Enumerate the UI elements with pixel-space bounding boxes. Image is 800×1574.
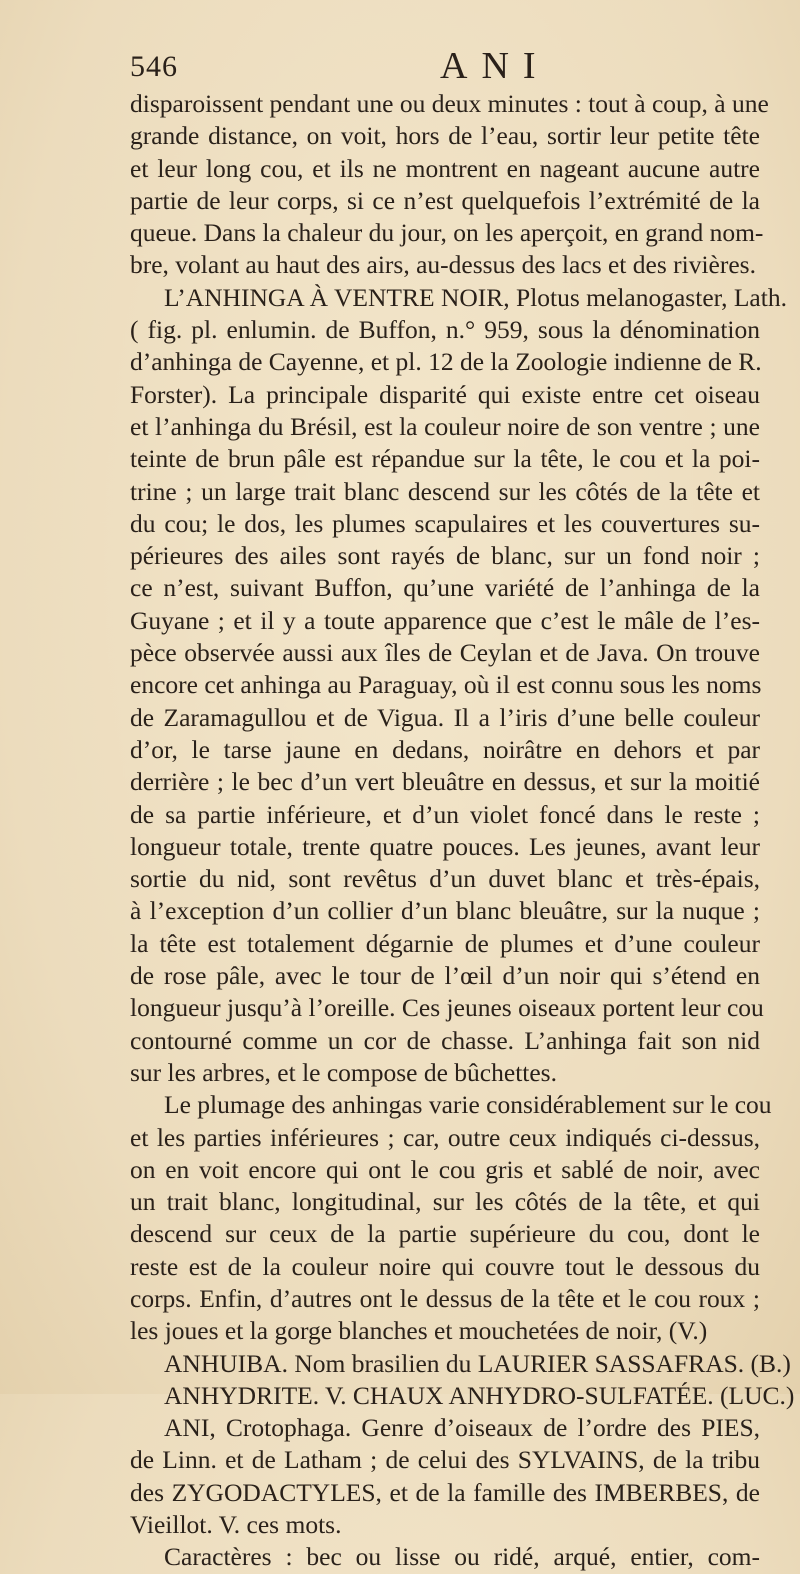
text-line: bre, volant au haut des airs, au-dessus des lacs et des rivières. — [130, 250, 756, 280]
text-line: partie de leur corps, si ce n’est quelquefois l’extrémité de la — [130, 185, 760, 215]
text-line: derrière ; le bec d’un vert bleuâtre en dessus, et sur la moitié — [130, 767, 760, 797]
text-line: reste est de la couleur noire qui couvre tout le dessous du — [130, 1251, 760, 1281]
text-line: longueur jusqu’à l’oreille. Ces jeunes oiseaux portent leur cou — [130, 993, 764, 1023]
text-line: de rose pâle, avec le tour de l’œil d’un noir qui s’étend en — [130, 961, 760, 991]
text-line: un trait blanc, longitudinal, sur les côtés de la tête, et qui — [130, 1187, 760, 1217]
text-line: pèce observée aussi aux îles de Ceylan et de Java. On trouve — [130, 638, 760, 668]
entry-heading: ANHUIBA. Nom brasilien du LAURIER SASSAFRAS. (B.) — [164, 1348, 791, 1378]
text-line: et les parties inférieures ; car, outre ceux indiqués ci-dessus, — [130, 1122, 760, 1152]
text-line: Le plumage des anhingas varie considérablement sur le cou — [164, 1090, 772, 1120]
text-line: ( fig. pl. enlumin. de Buffon, n.° 959, sous la dénomination — [130, 315, 760, 345]
entry-heading: L’ANHINGA À VENTRE NOIR, Plotus melanogaster, Lath. — [164, 282, 787, 312]
entry-heading: ANHYDRITE. V. CHAUX ANHYDRO-SULFATÉE. (LUC.) — [164, 1380, 795, 1410]
text-line: sortie du nid, sont revêtus d’un duvet blanc et très-épais, — [130, 864, 760, 894]
text-line: et leur long cou, et ils ne montrent en nageant aucune autre — [130, 153, 760, 183]
text-line: de Linn. et de Latham ; de celui des SYLVAINS, de la tribu — [130, 1445, 760, 1475]
text-line: la tête est totalement dégarnie de plumes et d’une couleur — [130, 928, 760, 958]
body-text — [130, 88, 795, 1574]
text-line: descend sur ceux de la partie supérieure du cou, dont le — [130, 1219, 760, 1249]
text-line: Guyane ; et il y a toute apparence que c’est le mâle de l’es- — [130, 605, 760, 635]
text-line: des ZYGODACTYLES, et de la famille des IMBERBES, de — [130, 1477, 760, 1507]
entry-heading: ANI, Crotophaga. Genre d’oiseaux de l’ordre des PIES, — [164, 1413, 760, 1443]
text-line: Vieillot. V. ces mots. — [130, 1510, 342, 1540]
text-line: longueur totale, trente quatre pouces. Les jeunes, avant leur — [130, 831, 760, 861]
text-line: corps. Enfin, d’autres ont le dessus de la tête et le cou roux ; — [130, 1283, 760, 1313]
text-line: à l’exception d’un collier d’un blanc bleuâtre, sur la nuque ; — [130, 896, 760, 926]
page-number: 546 — [130, 50, 178, 83]
page-header — [130, 44, 750, 87]
text-line: encore cet anhinga au Paraguay, où il est connu sous les noms — [130, 670, 762, 700]
text-line: on en voit encore qui ont le cou gris et sablé de noir, avec — [130, 1154, 760, 1184]
text-line: trine ; un large trait blanc descend sur les côtés de la tête et — [130, 476, 760, 506]
text-line: queue. Dans la chaleur du jour, on les aperçoit, en grand nom- — [130, 218, 764, 248]
text-line: et l’anhinga du Brésil, est la couleur noire de son ventre ; une — [130, 411, 760, 441]
text-line: teinte de brun pâle est répandue sur la tête, le cou et la poi- — [130, 444, 760, 474]
text-line: du cou; le dos, les plumes scapulaires et les couvertures su- — [130, 508, 760, 538]
running-head: ANI — [440, 45, 550, 87]
text-line: d’or, le tarse jaune en dedans, noirâtre en dehors et par — [130, 734, 760, 764]
text-line: Caractères : bec ou lisse ou ridé, arqué, entier, com- — [164, 1542, 760, 1572]
text-line: ce n’est, suivant Buffon, qu’une variété de l’anhinga de la — [130, 573, 760, 603]
text-line: grande distance, on voit, hors de l’eau, sortir leur petite tête — [130, 121, 760, 151]
text-line: contourné comme un cor de chasse. L’anhinga fait son nid — [130, 1025, 760, 1055]
text-line: périeures des ailes sont rayés de blanc, sur un fond noir ; — [130, 541, 760, 571]
text-line: d’anhinga de Cayenne, et pl. 12 de la Zoologie indienne de R. — [130, 347, 762, 377]
text-line: Forster). La principale disparité qui existe entre cet oiseau — [130, 379, 760, 409]
text-line: de sa partie inférieure, et d’un violet foncé dans le reste ; — [130, 799, 760, 829]
text-line: disparoissent pendant une ou deux minutes : tout à coup, à une — [130, 89, 769, 118]
text-line: sur les arbres, et le compose de bûchettes. — [130, 1057, 557, 1087]
text-line: les joues et la gorge blanches et mouchetées de noir, (V.) — [130, 1316, 708, 1346]
text-line: de Zaramagullou et de Vigua. Il a l’iris d’une belle couleur — [130, 702, 760, 732]
